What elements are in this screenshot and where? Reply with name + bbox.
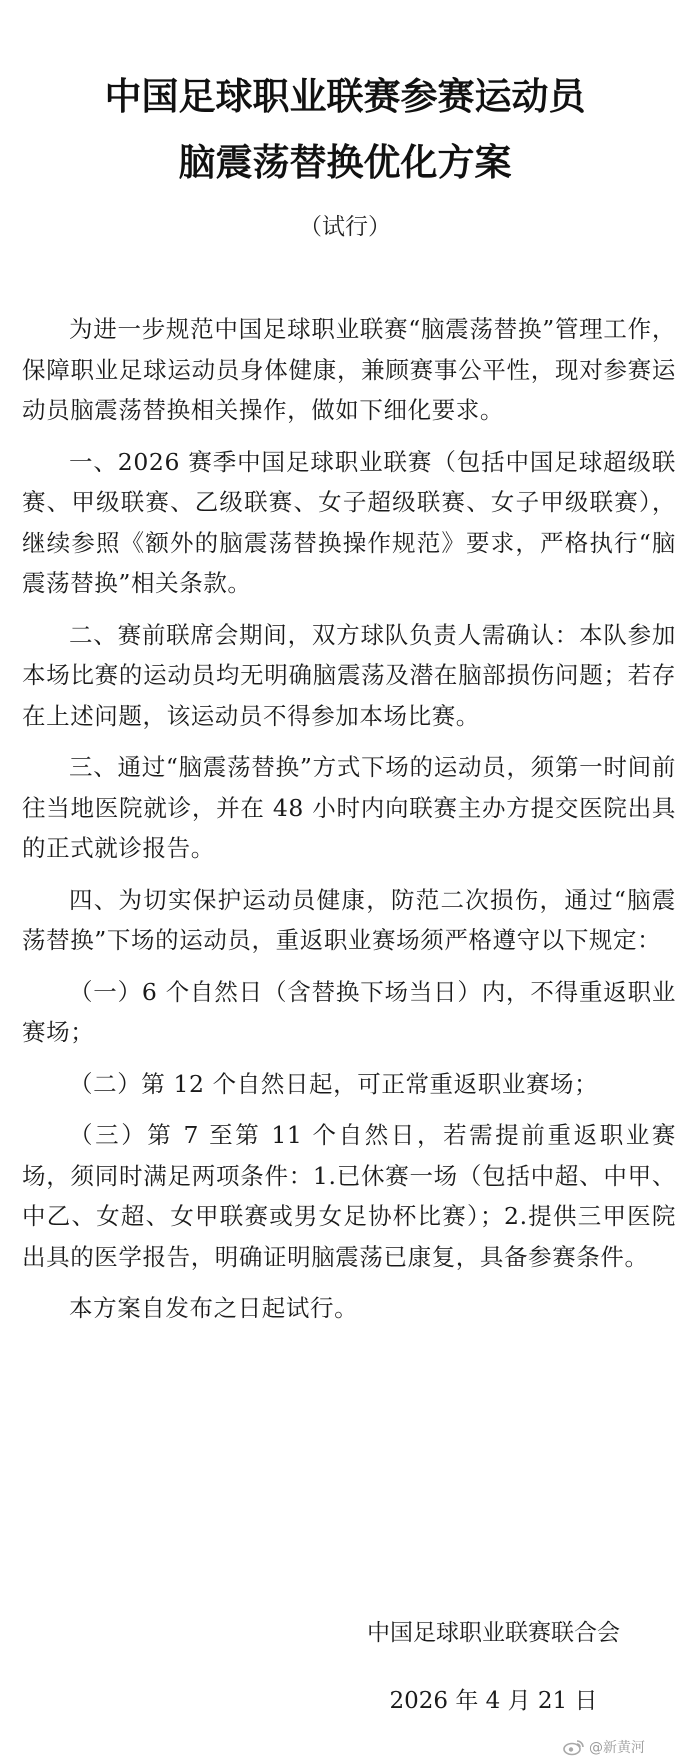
intro-paragraph: 为进一步规范中国足球职业联赛“脑震荡替换”管理工作，保障职业足球运动员身体健康，兼顾赛事公平性，现对参赛运动员脑震荡替换相关操作，做如下细化要求。 xyxy=(22,315,676,424)
clause-2-paragraph: 二、赛前联席会期间，双方球队负责人需确认：本队参加本场比赛的运动员均无明确脑震荡及潜在脑部损伤问题；若存在上述问题，该运动员不得参加本场比赛。 xyxy=(22,620,676,730)
clause-3-paragraph: 三、通过“脑震荡替换”方式下场的运动员，须第一时间前往当地医院就诊，并在 48 小时内向联赛主办方提交医院出具的正式就诊报告。 xyxy=(22,753,676,862)
signature-date: 2026 年 4 月 21 日 xyxy=(389,1688,598,1714)
document-body xyxy=(22,309,676,1340)
weibo-logo-icon xyxy=(563,1738,585,1756)
clause-4-item-1: （一）6 个自然日（含替换下场当日）内，不得重返职业赛场； xyxy=(22,977,676,1046)
clause-1-paragraph: 一、2026 赛季中国足球职业联赛（包括中国足球超级联赛、甲级联赛、乙级联赛、女子超级联赛、女子甲级联赛），继续参照《额外的脑震荡替换操作规范》要求，严格执行“脑震荡替换”相关条款。 xyxy=(22,447,676,597)
signature-block xyxy=(367,1618,620,1716)
watermark xyxy=(563,1737,645,1757)
watermark-text: @新黄河 xyxy=(589,1740,645,1756)
signature-organization: 中国足球职业联赛联合会 xyxy=(367,1620,620,1646)
document-title-line-2: 脑震荡替换优化方案 xyxy=(178,141,512,184)
clause-4-item-2: （二）第 12 个自然日起，可正常重返职业赛场； xyxy=(69,1069,599,1098)
clause-4-item-3: （三）第 7 至第 11 个自然日，若需提前重返职业赛场，须同时满足两项条件：1.已休赛一场（包括中超、中甲、中乙、女超、女甲联赛或男女足协杯比赛）；2.提供三甲医院出具的医学报告，明确证明脑震荡已康复，具备参赛条件。 xyxy=(22,1121,676,1271)
effective-date-paragraph: 本方案自发布之日起试行。 xyxy=(69,1294,359,1322)
document-title-line-1: 中国足球职业联赛参赛运动员 xyxy=(104,75,586,118)
document-subtitle: （试行） xyxy=(299,214,391,240)
clause-4-paragraph: 四、为切实保护运动员健康，防范二次损伤，通过“脑震荡替换”下场的运动员，重返职业赛场须严格遵守以下规定： xyxy=(22,885,676,954)
